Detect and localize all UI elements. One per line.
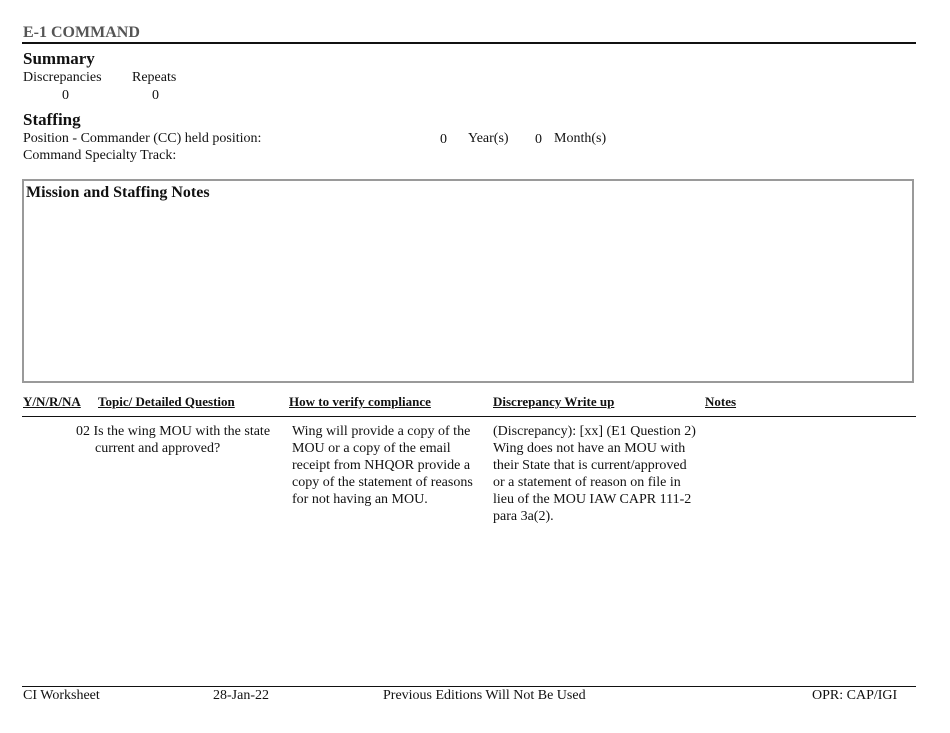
footer-opr: OPR: CAP/IGI: [812, 688, 898, 703]
specialty-track-label: Command Specialty Track:: [23, 148, 177, 163]
discrepancies-value: 0: [62, 88, 69, 103]
header-discrepancy: Discrepancy Write up: [493, 394, 615, 409]
summary-heading: Summary: [23, 49, 95, 68]
header-notes: Notes: [705, 394, 737, 409]
header-topic: Topic/ Detailed Question: [98, 394, 235, 409]
row-verify: Wing will provide a copy of the MOU or a copy of the email receipt from NHQOR provide a copy of the statement of reasons for not having an MOU.: [292, 424, 473, 507]
row-discrepancy: (Discrepancy): [xx] (E1 Question 2) Wing does not have an MOU with their State that is current/approved or a statement of reason on file in lieu of the MOU IAW CAPR 111-2 para 3a(2).: [493, 424, 696, 524]
footer-form-name: CI Worksheet: [23, 688, 100, 703]
title-rule: [22, 42, 916, 44]
notes-box-title: Mission and Staffing Notes: [26, 184, 210, 201]
header-verify: How to verify compliance: [289, 394, 431, 409]
footer-editions-note: Previous Editions Will Not Be Used: [383, 688, 586, 703]
position-label: Position - Commander (CC) held position:: [23, 131, 262, 146]
discrepancies-label: Discrepancies: [23, 70, 102, 85]
mission-staffing-notes-box: [22, 179, 914, 383]
row-question: 02 Is the wing MOU with the state current and approved?: [76, 424, 271, 456]
staffing-heading: Staffing: [23, 110, 81, 129]
header-ynrna: Y/N/R/NA: [23, 394, 81, 409]
years-value: 0: [440, 132, 447, 147]
section-title: E-1 COMMAND: [23, 24, 140, 41]
repeats-value: 0: [152, 88, 159, 103]
footer-rule: [22, 686, 916, 687]
repeats-label: Repeats: [132, 70, 177, 85]
months-label: Month(s): [554, 131, 607, 146]
years-label: Year(s): [468, 131, 509, 146]
header-rule: [22, 416, 916, 417]
months-value: 0: [535, 132, 542, 147]
footer-date: 28-Jan-22: [213, 688, 269, 703]
